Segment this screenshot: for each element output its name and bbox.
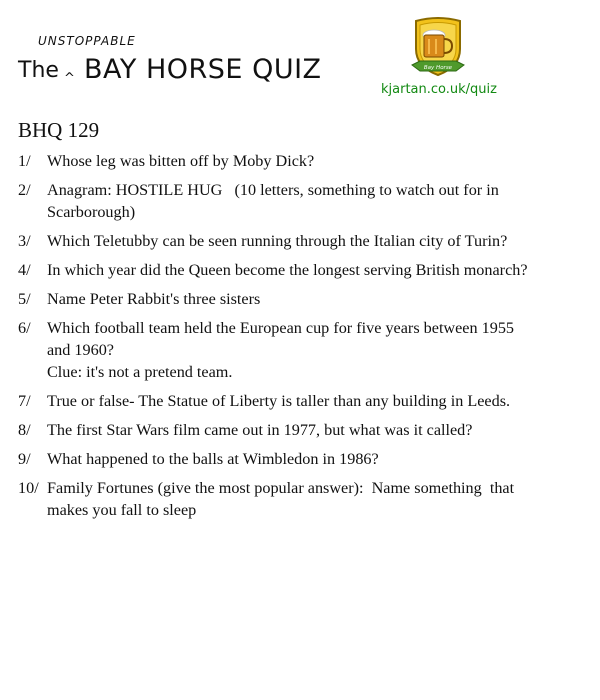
- question-line: What happened to the balls at Wimbledon in 1986?: [47, 450, 379, 468]
- question-line: Which Teletubby can be seen running through the Italian city of Turin?: [47, 232, 508, 250]
- quiz-header: [0, 0, 600, 110]
- question-text: [47, 419, 538, 441]
- question-line: Anagram: HOSTILE HUG (10 letters, something to watch out for in Scarborough): [47, 181, 503, 221]
- question-text: [47, 150, 538, 172]
- insertion-caret: ^: [64, 71, 75, 86]
- question-item: [18, 448, 538, 470]
- question-item: [18, 179, 538, 223]
- bay-horse-beer-mug-logo-icon: [410, 15, 466, 83]
- question-number: 2/: [18, 181, 31, 199]
- question-text: [47, 477, 538, 521]
- question-line: In which year did the Queen become the longest serving British monarch?: [47, 261, 528, 279]
- question-text: [47, 390, 538, 412]
- question-line: Which football team held the European cup for five years between 1955 and 1960?: [47, 319, 519, 359]
- question-item: [18, 419, 538, 441]
- question-list: [18, 150, 538, 528]
- question-text: [47, 288, 538, 310]
- logo-banner-text: Bay Horse: [423, 65, 453, 71]
- question-item: [18, 230, 538, 252]
- site-link[interactable]: kjartan.co.uk/quiz: [381, 82, 497, 97]
- question-text: [47, 317, 538, 383]
- question-number: 3/: [18, 232, 31, 250]
- question-number: 6/: [18, 319, 31, 337]
- quiz-brand-title: BAY HORSE QUIZ: [84, 54, 322, 85]
- question-number: 8/: [18, 421, 31, 439]
- question-line: The first Star Wars film came out in 1977, but what was it called?: [47, 421, 473, 439]
- question-number: 4/: [18, 261, 31, 279]
- question-item: [18, 288, 538, 310]
- question-line: Name Peter Rabbit's three sisters: [47, 290, 261, 308]
- unstoppable-label: UNSTOPPABLE: [38, 34, 136, 48]
- question-text: [47, 179, 538, 223]
- question-item: [18, 259, 538, 281]
- question-text: [47, 230, 538, 252]
- question-number: 5/: [18, 290, 31, 308]
- question-text: [47, 448, 538, 470]
- question-text: [47, 259, 538, 281]
- question-number: 7/: [18, 392, 31, 410]
- question-number: 1/: [18, 152, 31, 170]
- question-item: [18, 477, 538, 521]
- question-line: Clue: it's not a pretend team.: [47, 363, 233, 381]
- quiz-title: BHQ 129: [18, 118, 100, 142]
- question-item: [18, 317, 538, 383]
- question-number: 10/: [18, 479, 39, 497]
- question-line: Whose leg was bitten off by Moby Dick?: [47, 152, 315, 170]
- question-item: [18, 150, 538, 172]
- question-line: True or false- The Statue of Liberty is taller than any building in Leeds.: [47, 392, 511, 410]
- question-line: Family Fortunes (give the most popular answer): Name something that makes you fall to sleep: [47, 479, 519, 519]
- question-number: 9/: [18, 450, 31, 468]
- title-the: The: [18, 58, 59, 83]
- question-item: [18, 390, 538, 412]
